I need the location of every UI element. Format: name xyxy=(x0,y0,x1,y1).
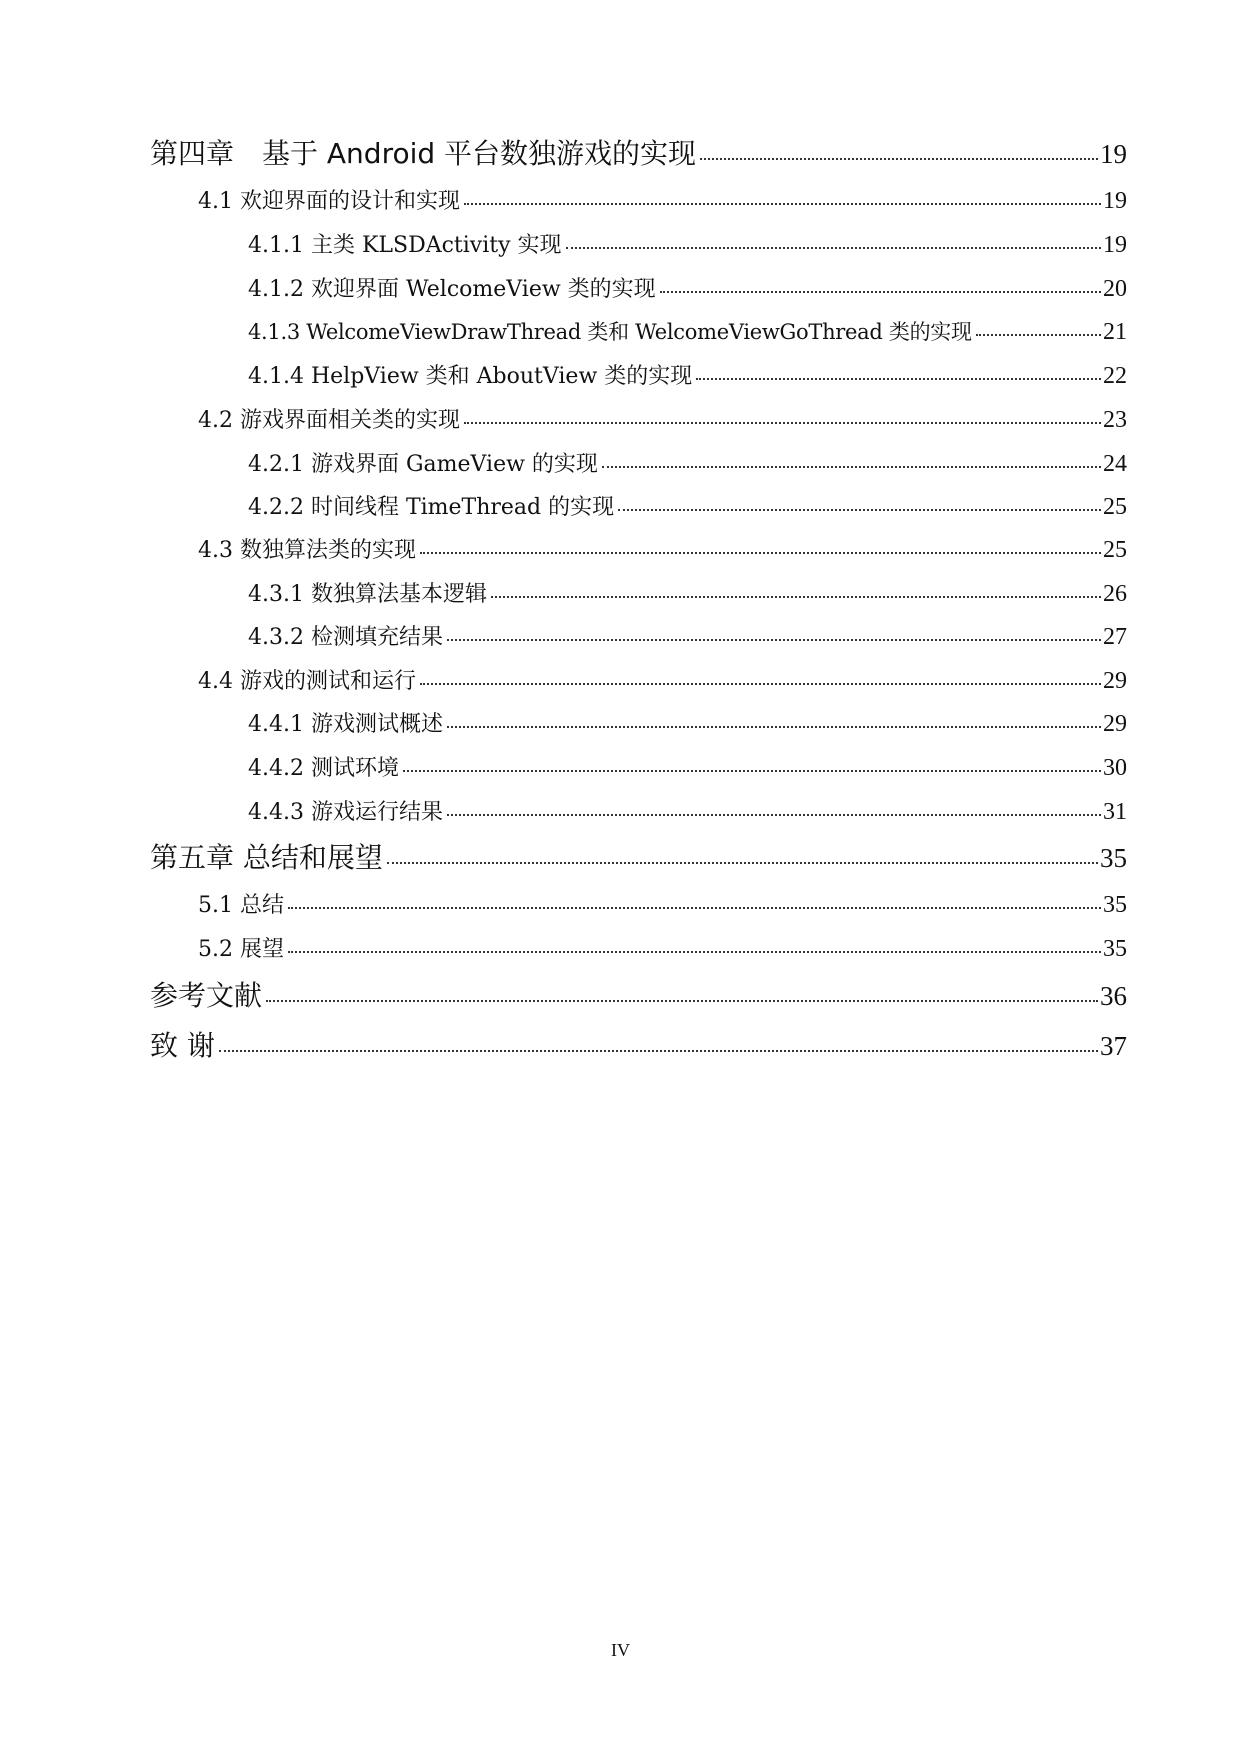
toc-entry-label: 4.3.1 数独算法基本逻辑 xyxy=(248,582,487,607)
toc-entry-4-3-2[interactable] xyxy=(248,620,1127,651)
toc-entry-chapter-4[interactable] xyxy=(150,132,1127,172)
toc-entry-label: 4.4.3 游戏运行结果 xyxy=(248,800,443,825)
toc-entry-page: 31 xyxy=(1103,799,1127,825)
toc-entry-4-1-1[interactable] xyxy=(248,228,1127,259)
toc-entry-label: 4.4.1 游戏测试概述 xyxy=(248,712,443,737)
toc-entry-page: 26 xyxy=(1103,581,1127,607)
toc-entry-page: 29 xyxy=(1103,668,1127,694)
toc-entry-page: 19 xyxy=(1103,188,1127,214)
dot-leader xyxy=(420,552,1101,554)
toc-entry-page: 36 xyxy=(1100,981,1127,1011)
toc-entry-label: 5.2 展望 xyxy=(198,937,284,962)
toc-entry-4-4-2[interactable] xyxy=(248,751,1127,782)
toc-entry-page: 27 xyxy=(1103,624,1127,650)
page-number: IV xyxy=(611,1640,630,1660)
dot-leader xyxy=(219,1050,1098,1052)
toc-entry-page: 22 xyxy=(1103,363,1127,389)
dot-leader xyxy=(696,378,1101,380)
toc-entry-page: 25 xyxy=(1103,494,1127,520)
dot-leader xyxy=(387,862,1098,864)
toc-entry-label: 4.1.1 主类 KLSDActivity 实现 xyxy=(248,233,562,258)
toc-entry-label: 4.2 游戏界面相关类的实现 xyxy=(198,408,460,433)
toc-entry-page: 24 xyxy=(1103,451,1127,477)
toc-entry-5-2[interactable] xyxy=(198,932,1127,963)
toc-entry-acknowledgements[interactable] xyxy=(150,1024,1127,1064)
toc-entry-4-1[interactable] xyxy=(198,184,1127,215)
toc-entry-label: 4.3 数独算法类的实现 xyxy=(198,538,416,563)
toc-entry-label: 5.1 总结 xyxy=(198,893,284,918)
toc-entry-label: 4.2.1 游戏界面 GameView 的实现 xyxy=(248,452,598,477)
toc-entry-page: 35 xyxy=(1103,936,1127,962)
toc-entry-label: 4.1.2 欢迎界面 WelcomeView 类的实现 xyxy=(248,277,656,302)
toc-entry-page: 37 xyxy=(1100,1031,1127,1061)
toc-entry-page: 21 xyxy=(1103,319,1127,345)
dot-leader xyxy=(976,334,1101,336)
toc-entry-page: 20 xyxy=(1103,276,1127,302)
toc-entry-4-4[interactable] xyxy=(198,664,1127,695)
toc-entry-page: 35 xyxy=(1103,892,1127,918)
toc-entry-4-3-1[interactable] xyxy=(248,577,1127,608)
toc-entry-label: 参考文献 xyxy=(150,979,263,1012)
toc-entry-label: 4.3.2 检测填充结果 xyxy=(248,625,443,650)
toc-entry-label: 4.4.2 测试环境 xyxy=(248,756,399,781)
dot-leader xyxy=(447,814,1101,816)
toc-entry-4-1-2[interactable] xyxy=(248,272,1127,303)
dot-leader xyxy=(566,247,1101,249)
toc-entry-label: 4.4 游戏的测试和运行 xyxy=(198,669,416,694)
dot-leader xyxy=(288,907,1101,909)
toc-entry-label: 4.1 欢迎界面的设计和实现 xyxy=(198,189,460,214)
toc-entry-chapter-5[interactable] xyxy=(150,836,1127,876)
dot-leader xyxy=(464,422,1101,424)
toc-entry-page: 19 xyxy=(1100,139,1127,169)
dot-leader xyxy=(447,726,1101,728)
toc-entry-page: 25 xyxy=(1103,537,1127,563)
dot-leader xyxy=(447,639,1101,641)
dot-leader xyxy=(491,596,1101,598)
dot-leader xyxy=(420,683,1101,685)
toc-entry-page: 19 xyxy=(1103,232,1127,258)
toc-entry-4-1-3[interactable] xyxy=(248,316,1127,346)
toc-entry-page: 30 xyxy=(1103,755,1127,781)
toc-entry-label: 第四章 基于 Android 平台数独游戏的实现 xyxy=(150,137,697,170)
toc-entry-label: 4.2.2 时间线程 TimeThread 的实现 xyxy=(248,495,615,520)
toc-entry-label: 第五章 总结和展望 xyxy=(150,841,383,874)
toc-entry-page: 35 xyxy=(1100,843,1127,873)
toc-entry-label: 4.1.4 HelpView 类和 AboutView 类的实现 xyxy=(248,364,693,389)
dot-leader xyxy=(602,466,1101,468)
dot-leader xyxy=(660,291,1101,293)
toc-entry-4-4-1[interactable] xyxy=(248,707,1127,738)
toc-entry-4-2-2[interactable] xyxy=(248,490,1127,521)
dot-leader xyxy=(403,770,1101,772)
toc-entry-label: 致 谢 xyxy=(150,1029,215,1062)
dot-leader xyxy=(618,509,1101,511)
dot-leader xyxy=(700,158,1098,160)
toc-entry-4-4-3[interactable] xyxy=(248,795,1127,826)
dot-leader xyxy=(464,203,1101,205)
toc-entry-4-2[interactable] xyxy=(198,403,1127,434)
toc-entry-label: 4.1.3 WelcomeViewDrawThread 类和 WelcomeViewGoThread 类的实现 xyxy=(248,320,972,344)
dot-leader xyxy=(266,1000,1098,1002)
toc-entry-4-1-4[interactable] xyxy=(248,359,1127,390)
toc-entry-page: 29 xyxy=(1103,711,1127,737)
toc-entry-5-1[interactable] xyxy=(198,888,1127,919)
toc-entry-page: 23 xyxy=(1103,407,1127,433)
toc-entry-4-2-1[interactable] xyxy=(248,447,1127,478)
toc-entry-references[interactable] xyxy=(150,974,1127,1014)
toc-entry-4-3[interactable] xyxy=(198,533,1127,564)
dot-leader xyxy=(288,951,1101,953)
